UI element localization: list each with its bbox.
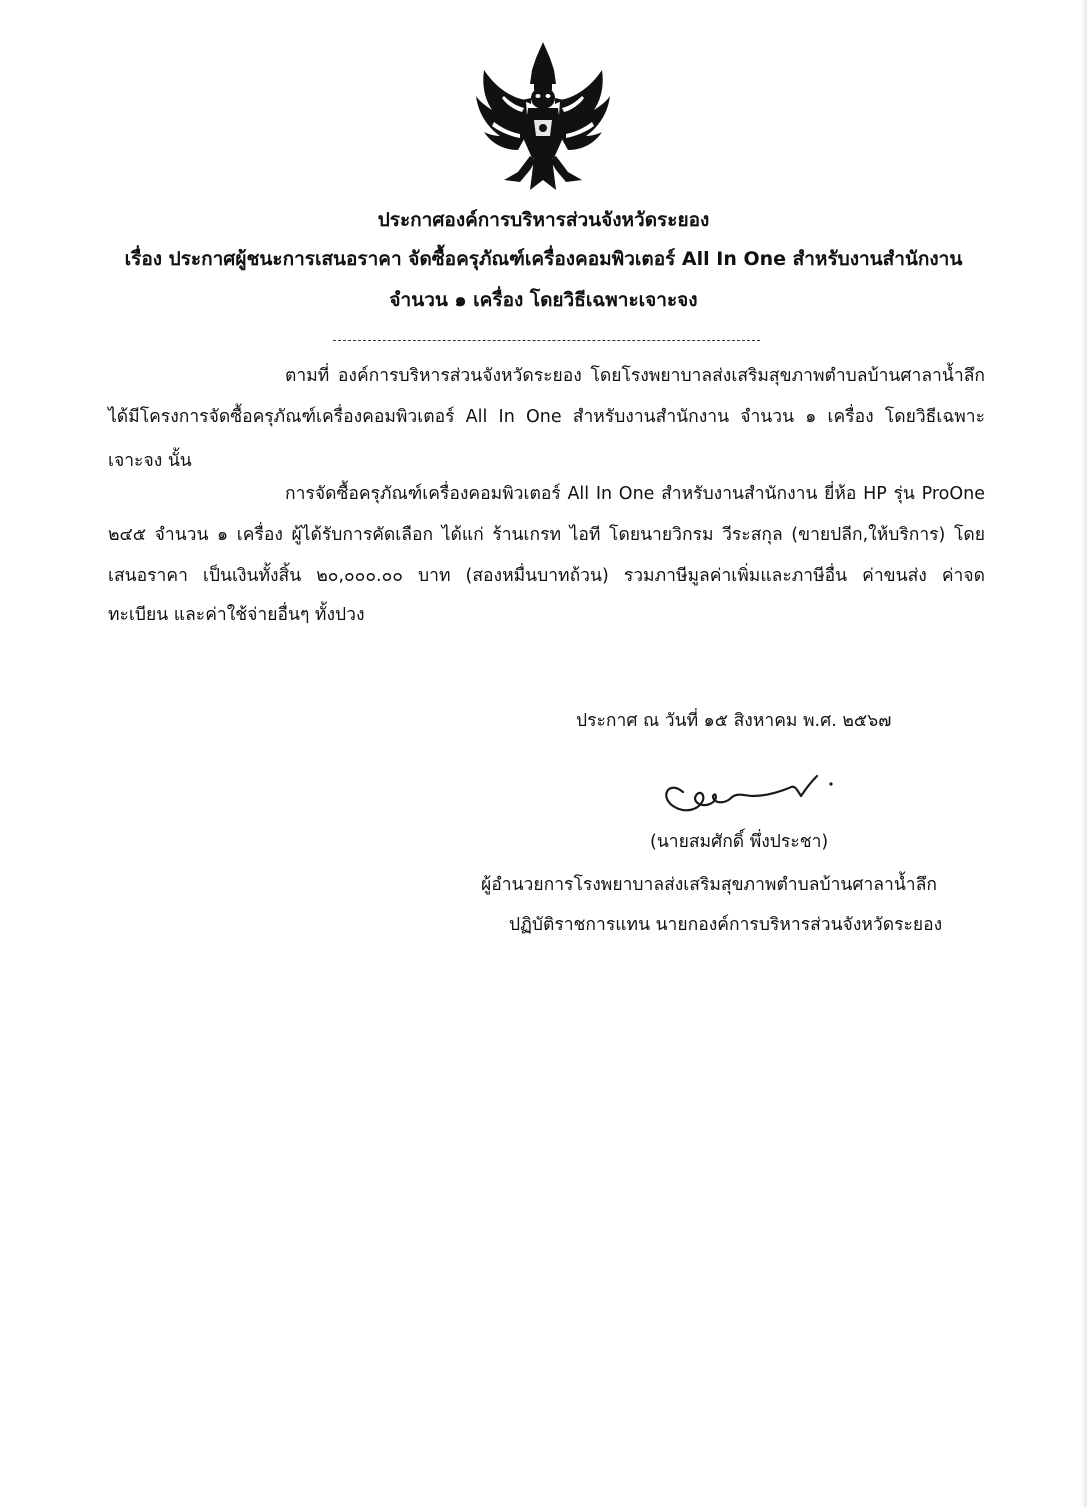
announcement-title: ประกาศองค์การบริหารส่วนจังหวัดระยอง — [377, 209, 710, 231]
paragraph-2-line-4: ทะเบียน และค่าใช้จ่ายอื่นๆ ทั้งปวง — [108, 605, 365, 625]
announcement-subject-line-1: เรื่อง ประกาศผู้ชนะการเสนอราคา จัดซื้อครุภัณฑ์เครื่องคอมพิวเตอร์ All In One สำหรับงานสำนักงาน — [124, 248, 963, 270]
signatory-position: ผู้อำนวยการโรงพยาบาลส่งเสริมสุขภาพตำบลบ้านศาลาน้ำลึก — [481, 875, 937, 895]
paragraph-1-line-2: ได้มีโครงการจัดซื้อครุภัณฑ์เครื่องคอมพิวเตอร์ All In One สำหรับงานสำนักงาน จำนวน ๑ เครื่อง โดยวิธีเฉพาะ — [108, 407, 985, 427]
paragraph-2-line-3: เสนอราคา เป็นเงินทั้งสิ้น ๒๐,๐๐๐.๐๐ บาท (สองหมื่นบาทถ้วน) รวมภาษีมูลค่าเพิ่มและภาษีอื่น ค่าขนส่ง ค่าจด — [108, 566, 985, 586]
paragraph-1-line-3: เจาะจง นั้น — [108, 451, 192, 471]
paragraph-1-line-1: ตามที่ องค์การบริหารส่วนจังหวัดระยอง โดยโรงพยาบาลส่งเสริมสุขภาพตำบลบ้านศาลาน้ำลึก — [285, 366, 985, 386]
garuda-emblem-icon — [474, 40, 612, 195]
announcement-date: ประกาศ ณ วันที่ ๑๕ สิงหาคม พ.ศ. ๒๕๖๗ — [576, 711, 892, 731]
page-edge-shadow — [1081, 0, 1087, 1507]
signatory-acting-for: ปฏิบัติราชการแทน นายกองค์การบริหารส่วนจังหวัดระยอง — [509, 915, 943, 935]
paragraph-2-line-2: ๒๔๕ จำนวน ๑ เครื่อง ผู้ได้รับการคัดเลือก ได้แก่ ร้านเกรท ไอที โดยนายวิกรม วีระสกุล (ขายปลีก,ให้บริการ) โดย — [108, 525, 985, 545]
handwritten-signature — [655, 762, 855, 832]
heading-divider — [333, 340, 760, 341]
signatory-name: (นายสมศักดิ์ พึ่งประชา) — [650, 832, 829, 852]
paragraph-2-line-1: การจัดซื้อครุภัณฑ์เครื่องคอมพิวเตอร์ All In One สำหรับงานสำนักงาน ยี่ห้อ HP รุ่น ProOne — [285, 484, 985, 504]
announcement-subject-line-2: จำนวน ๑ เครื่อง โดยวิธีเฉพาะเจาะจง — [389, 289, 698, 311]
